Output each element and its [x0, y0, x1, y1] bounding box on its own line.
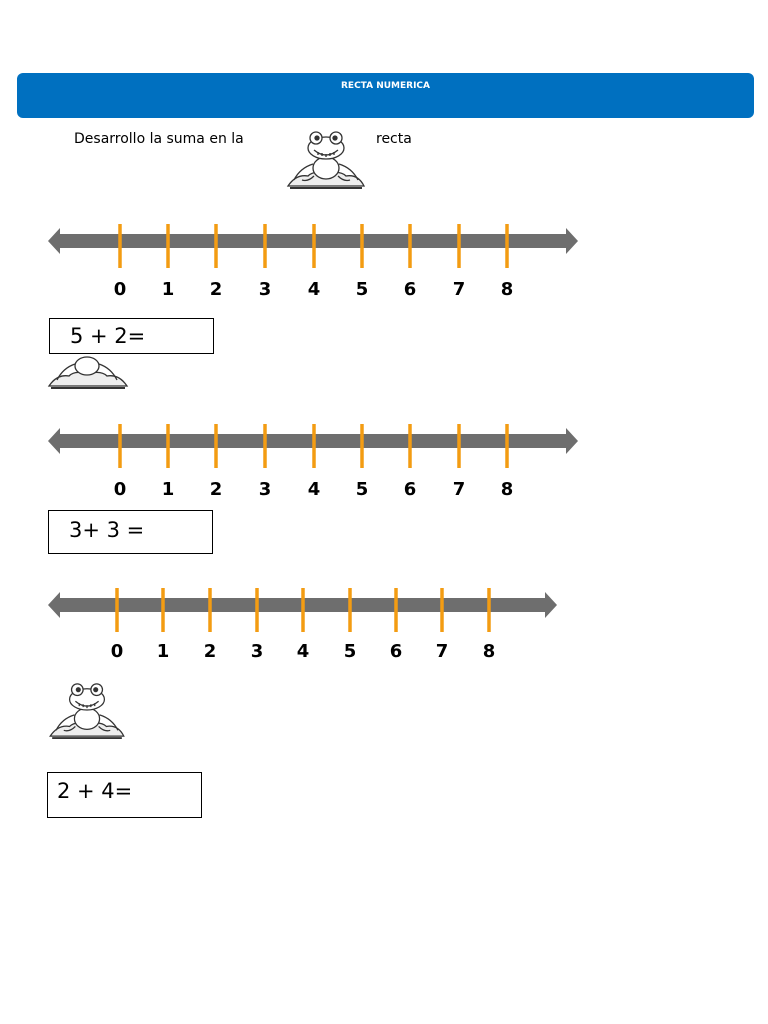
tick-label-4: 4 [296, 641, 310, 662]
tick-label-2: 2 [203, 641, 217, 662]
tick-label-4: 4 [307, 479, 321, 500]
tick-label-7: 7 [452, 479, 466, 500]
equation-text-3: 2 + 4= [57, 779, 133, 803]
instruction-text: Desarrollo la suma en la [74, 131, 244, 147]
number-line-3 [0, 582, 600, 668]
equation-box-1[interactable] [49, 318, 214, 354]
instruction-text-end: recta [376, 131, 412, 147]
tick-label-8: 8 [500, 479, 514, 500]
equation-text-1: 5 + 2= [70, 324, 146, 348]
tick-label-2: 2 [209, 479, 223, 500]
equation-text-2: 3+ 3 = [69, 518, 145, 542]
tick-label-5: 5 [355, 279, 369, 300]
tick-label-5: 5 [343, 641, 357, 662]
header-title: RECTA NUMERICA [340, 81, 430, 91]
tick-label-3: 3 [258, 479, 272, 500]
tick-label-1: 1 [161, 479, 175, 500]
frog-icon [286, 128, 366, 190]
tick-label-3: 3 [250, 641, 264, 662]
frog-icon [47, 352, 129, 390]
tick-label-7: 7 [452, 279, 466, 300]
frog-icon [47, 680, 127, 740]
number-line-2 [0, 418, 600, 504]
header-bar [17, 73, 754, 118]
equation-box-2[interactable] [48, 510, 213, 554]
tick-label-7: 7 [435, 641, 449, 662]
tick-label-2: 2 [209, 279, 223, 300]
tick-label-8: 8 [482, 641, 496, 662]
tick-label-1: 1 [161, 279, 175, 300]
tick-label-3: 3 [258, 279, 272, 300]
tick-label-4: 4 [307, 279, 321, 300]
tick-label-0: 0 [110, 641, 124, 662]
tick-label-1: 1 [156, 641, 170, 662]
tick-label-0: 0 [113, 479, 127, 500]
equation-box-3[interactable] [47, 772, 202, 818]
tick-label-5: 5 [355, 479, 369, 500]
number-line-1 [0, 218, 600, 304]
tick-label-6: 6 [403, 279, 417, 300]
tick-label-6: 6 [403, 479, 417, 500]
tick-label-8: 8 [500, 279, 514, 300]
tick-label-0: 0 [113, 279, 127, 300]
tick-label-6: 6 [389, 641, 403, 662]
